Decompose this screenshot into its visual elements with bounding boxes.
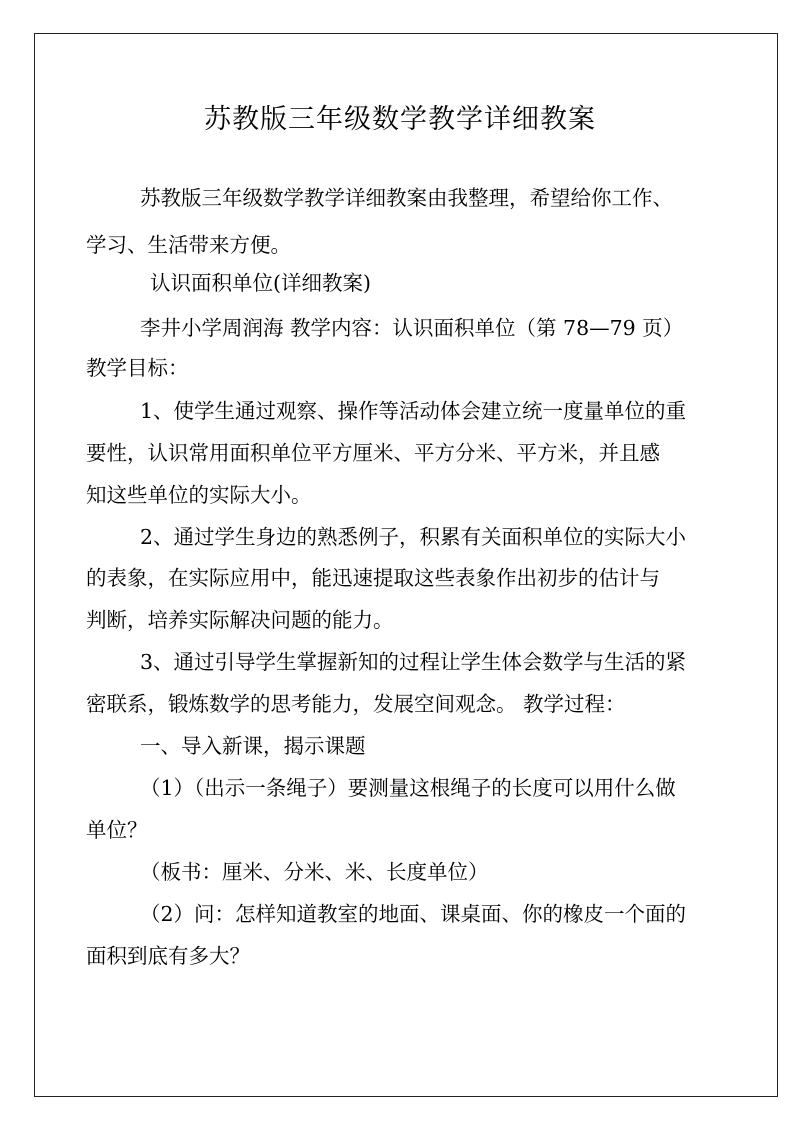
- section-1-heading: 一、导入新课，揭示课题: [140, 734, 366, 758]
- objective-3-line-1: 3、通过引导学生掌握新知的过程让学生体会数学与生活的紧: [140, 650, 687, 674]
- step-1-line-2: 单位？: [86, 818, 148, 842]
- lesson-heading: 认识面积单位(详细教案): [150, 271, 371, 295]
- intro-line-1: 苏教版三年级数学教学详细教案由我整理，希望给你工作、: [140, 186, 673, 210]
- objective-1-line-2: 要性，认识常用面积单位平方厘米、平方分米、平方米，并且感: [86, 441, 660, 465]
- teacher-and-content-line: 李井小学周润海 教学内容：认识面积单位（第 78—79 页）: [140, 316, 684, 340]
- intro-line-2: 学习、生活带来方便。: [86, 233, 291, 257]
- step-2-line-2: 面积到底有多大？: [86, 944, 250, 968]
- step-2-line-1: （2）问：怎样知道教室的地面、课桌面、你的橡皮一个面的: [140, 902, 687, 926]
- board-note-line: （板书：厘米、分米、米、长度单位）: [140, 860, 489, 884]
- objective-2-line-1: 2、通过学生身边的熟悉例子，积累有关面积单位的实际大小: [140, 525, 687, 549]
- objectives-heading: 教学目标：: [86, 356, 189, 380]
- objective-1-line-1: 1、使学生通过观察、操作等活动体会建立统一度量单位的重: [140, 399, 687, 423]
- document-title: 苏教版三年级数学教学详细教案: [204, 104, 596, 135]
- step-1-line-1: （1）（出示一条绳子）要测量这根绳子的长度可以用什么做: [140, 776, 676, 800]
- objective-2-line-2: 的表象，在实际应用中，能迅速提取这些表象作出初步的估计与: [86, 566, 660, 590]
- objective-1-line-3: 知这些单位的实际大小。: [86, 483, 312, 507]
- objective-3-line-2: 密联系，锻炼数学的思考能力，发展空间观念。 教学过程：: [86, 692, 626, 716]
- objective-2-line-3: 判断，培养实际解决问题的能力。: [86, 608, 394, 632]
